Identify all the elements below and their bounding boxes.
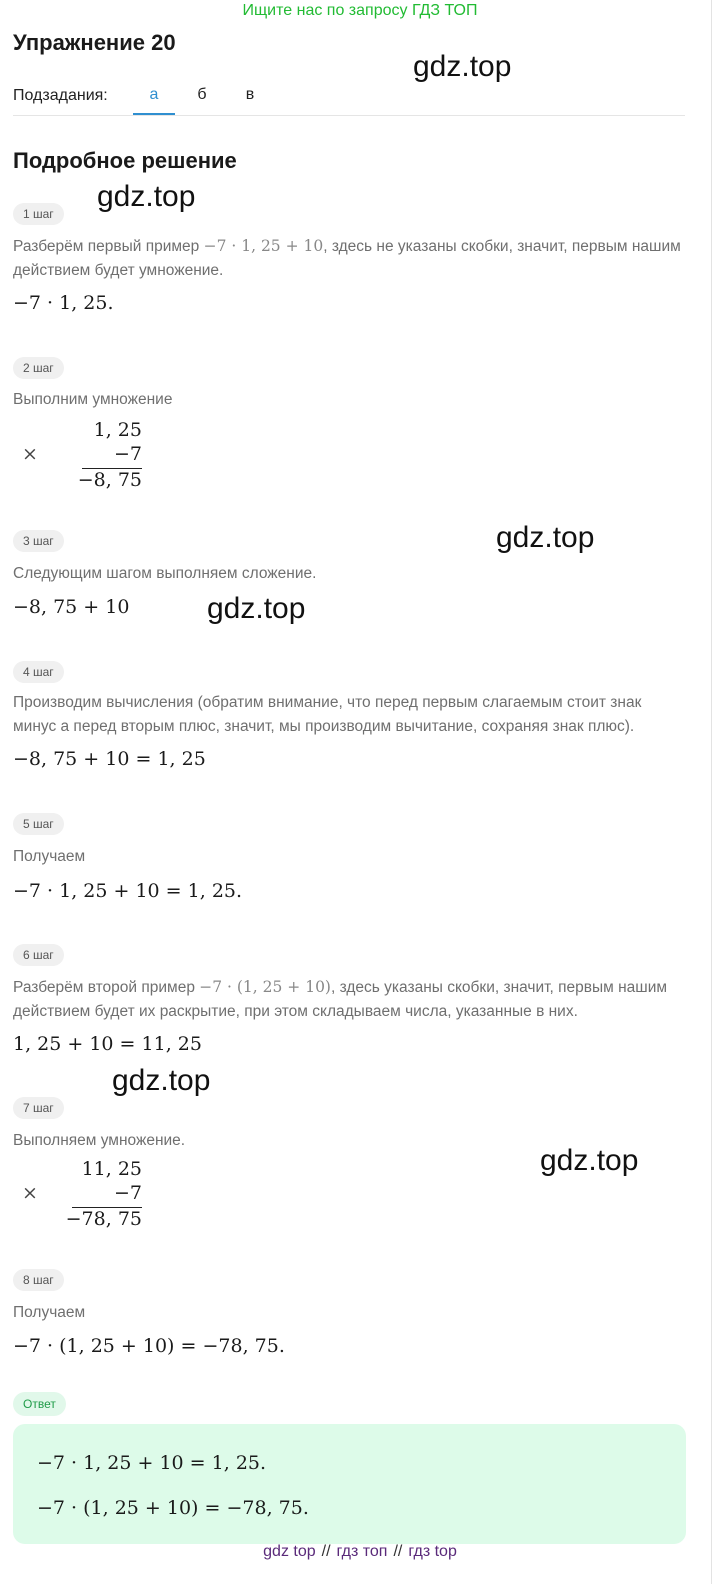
answer-badge: Ответ [13, 1392, 66, 1416]
watermark: gdz.top [207, 592, 306, 625]
step-7-badge: 7 шаг [13, 1097, 64, 1119]
step-6-inline-math: −7 · (1, 25 + 10) [199, 978, 331, 996]
column-top-number: 1, 25 [93, 419, 142, 441]
multiply-sign: × [22, 1182, 38, 1204]
step-1-badge: 1 шаг [13, 203, 64, 225]
step-6-text [13, 975, 683, 1024]
step-1-math: −7 · 1, 25. [13, 292, 114, 314]
step-3-text: Следующим шагом выполняем сложение. [13, 565, 317, 582]
watermark: gdz.top [496, 521, 595, 554]
subtasks-label: Подзадания: [13, 87, 108, 104]
footer-separator: // [321, 1543, 331, 1560]
multiply-sign: × [22, 443, 38, 465]
watermark: gdz.top [540, 1144, 639, 1177]
step-5-badge: 5 шаг [13, 813, 64, 835]
step-7-column-multiplication [22, 1158, 152, 1230]
watermark: gdz.top [112, 1064, 211, 1097]
step-8-badge: 8 шаг [13, 1269, 64, 1291]
step-1-text [13, 234, 683, 283]
answer-line-1: −7 · 1, 25 + 10 = 1, 25. [37, 1452, 267, 1474]
watermark: gdz.top [413, 50, 512, 83]
step-5-text: Получаем [13, 848, 86, 865]
footer-link-gdz-top-ru[interactable]: гдз топ [336, 1543, 388, 1560]
column-second-number: −7 [113, 443, 142, 465]
step-8-math: −7 · (1, 25 + 10) = −78, 75. [13, 1335, 285, 1357]
watermark: gdz.top [97, 180, 196, 213]
tab-a[interactable]: а [133, 80, 175, 115]
step-4-badge: 4 шаг [13, 661, 64, 683]
step-4-text: Производим вычисления (обратим внимание, что перед первым слагаемым стоит знак минус а перед вторым плюс, значит, мы производим вычитание, сохраняя знак плюс). [13, 694, 642, 735]
step-6-text-after: , здесь указаны скобки, значит, первым нашим действием будет их раскрытие, при этом складываем числа, указанные в них. [13, 979, 668, 1020]
footer-link-gdz-top[interactable]: gdz top [263, 1543, 316, 1560]
step-3-math: −8, 75 + 10 [13, 596, 130, 618]
answer-box [13, 1424, 686, 1544]
step-7-text: Выполняем умножение. [13, 1132, 186, 1149]
step-2-text: Выполним умножение [13, 391, 173, 408]
step-6-math: 1, 25 + 10 = 11, 25 [13, 1033, 202, 1055]
step-6-badge: 6 шаг [13, 944, 64, 966]
step-1-text-before: Разберём первый пример [13, 238, 204, 255]
footer-link-gdz-top-mixed[interactable]: гдз top [408, 1543, 457, 1560]
step-8-text: Получаем [13, 1304, 86, 1321]
step-3-badge: 3 шаг [13, 530, 64, 552]
step-2-column-multiplication [22, 419, 152, 491]
step-1-text-after: , здесь не указаны скобки, значит, первым нашим действием будет умножение. [13, 238, 681, 279]
column-result: −8, 75 [77, 469, 142, 491]
step-1-inline-math: −7 · 1, 25 + 10 [203, 237, 324, 255]
right-divider [711, 0, 712, 1584]
step-2-badge: 2 шаг [13, 357, 64, 379]
subtasks-bar [13, 80, 685, 116]
step-6-text-before: Разберём второй пример [13, 979, 200, 996]
tab-v[interactable]: в [245, 86, 255, 103]
solution-heading: Подробное решение [13, 148, 237, 173]
step-4-math: −8, 75 + 10 = 1, 25 [13, 748, 206, 770]
search-banner: Ищите нас по запросу ГДЗ ТОП [242, 2, 478, 19]
tab-b[interactable]: б [197, 86, 207, 103]
column-result: −78, 75 [65, 1208, 142, 1230]
footer-separator: // [393, 1543, 403, 1560]
column-second-number: −7 [113, 1182, 142, 1204]
column-top-number: 11, 25 [81, 1158, 142, 1180]
step-5-math: −7 · 1, 25 + 10 = 1, 25. [13, 880, 243, 902]
answer-line-2: −7 · (1, 25 + 10) = −78, 75. [37, 1497, 309, 1519]
footer-links [0, 1543, 720, 1565]
page-title: Упражнение 20 [13, 30, 176, 55]
